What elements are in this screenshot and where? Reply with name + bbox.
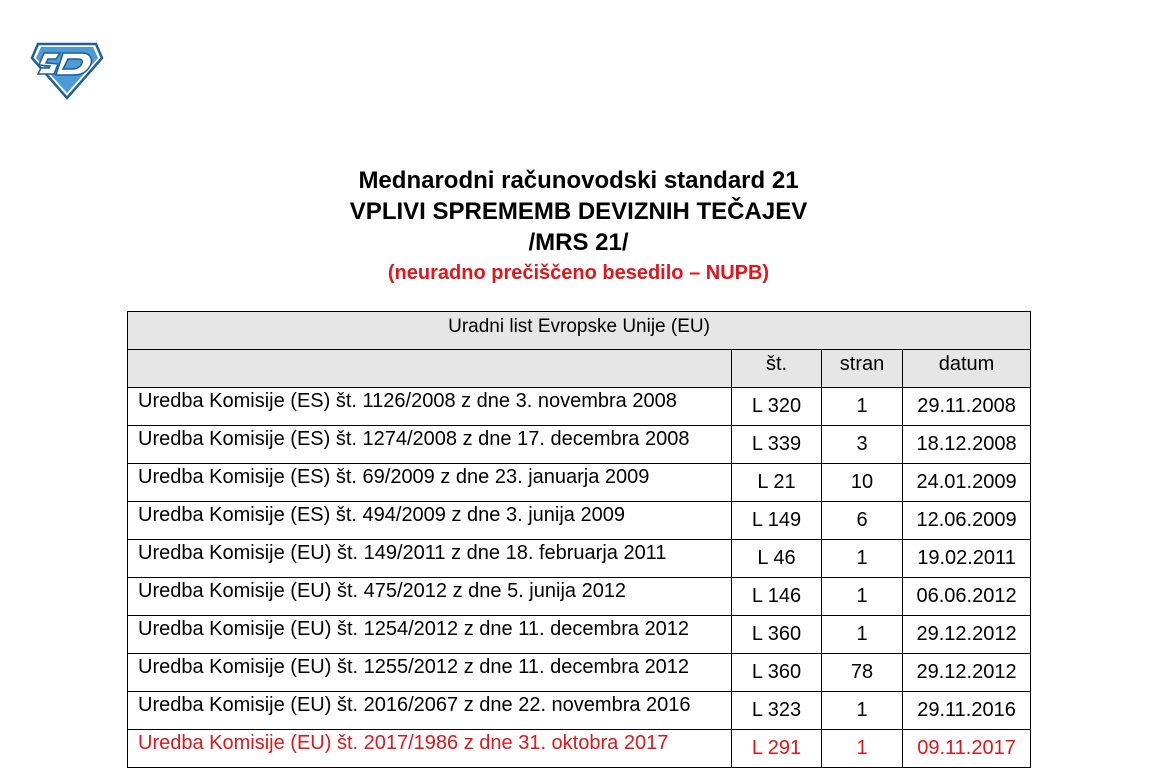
row-description: Uredba Komisije (EU) št. 149/2011 z dne 18. februarja 2011	[128, 540, 732, 578]
row-date: 09.11.2017	[903, 730, 1031, 768]
row-description: Uredba Komisije (EU) št. 1254/2012 z dne 11. decembra 2012	[128, 616, 732, 654]
table-row	[128, 502, 1031, 540]
column-header-page: stran	[822, 350, 903, 388]
table-row	[128, 426, 1031, 464]
row-page: 10	[822, 464, 903, 502]
row-page: 1	[822, 540, 903, 578]
row-page: 1	[822, 616, 903, 654]
row-page: 1	[822, 692, 903, 730]
row-description: Uredba Komisije (EU) št. 2016/2067 z dne 22. novembra 2016	[128, 692, 732, 730]
row-description: Uredba Komisije (ES) št. 1126/2008 z dne 3. novembra 2008	[128, 388, 732, 426]
row-number: L 360	[732, 616, 822, 654]
row-description: Uredba Komisije (EU) št. 475/2012 z dne 5. junija 2012	[128, 578, 732, 616]
row-number: L 360	[732, 654, 822, 692]
row-date: 29.12.2012	[903, 654, 1031, 692]
row-date: 12.06.2009	[903, 502, 1031, 540]
row-number: L 339	[732, 426, 822, 464]
row-number: L 149	[732, 502, 822, 540]
document-title-secondary: VPLIVI SPREMEMB DEVIZNIH TEČAJEV	[349, 198, 808, 225]
row-page: 1	[822, 730, 903, 768]
regulations-table	[127, 311, 1031, 768]
column-header-description	[128, 350, 732, 388]
row-page: 6	[822, 502, 903, 540]
row-date: 18.12.2008	[903, 426, 1031, 464]
row-date: 24.01.2009	[903, 464, 1031, 502]
row-number: L 291	[732, 730, 822, 768]
table-row	[128, 464, 1031, 502]
row-description: Uredba Komisije (ES) št. 494/2009 z dne 3. junija 2009	[128, 502, 732, 540]
table-row	[128, 578, 1031, 616]
row-description: Uredba Komisije (EU) št. 2017/1986 z dne 31. oktobra 2017	[128, 730, 732, 768]
row-page: 1	[822, 388, 903, 426]
row-number: L 21	[732, 464, 822, 502]
row-date: 29.11.2016	[903, 692, 1031, 730]
row-number: L 323	[732, 692, 822, 730]
column-header-number: št.	[732, 350, 822, 388]
table-header-row	[128, 312, 1031, 350]
row-description: Uredba Komisije (EU) št. 1255/2012 z dne 11. decembra 2012	[128, 654, 732, 692]
table-row	[128, 388, 1031, 426]
row-date: 06.06.2012	[903, 578, 1031, 616]
row-number: L 46	[732, 540, 822, 578]
row-date: 29.11.2008	[903, 388, 1031, 426]
row-number: L 320	[732, 388, 822, 426]
table-row	[128, 692, 1031, 730]
row-date: 29.12.2012	[903, 616, 1031, 654]
row-description: Uredba Komisije (ES) št. 1274/2008 z dne 17. decembra 2008	[128, 426, 732, 464]
row-number: L 146	[732, 578, 822, 616]
document-code: /MRS 21/	[528, 229, 629, 256]
table-header: Uradni list Evropske Unije (EU)	[128, 312, 1031, 350]
row-description: Uredba Komisije (ES) št. 69/2009 z dne 23. januarja 2009	[128, 464, 732, 502]
sd-logo	[30, 40, 104, 100]
row-page: 1	[822, 578, 903, 616]
row-date: 19.02.2011	[903, 540, 1031, 578]
table-row-highlighted	[128, 730, 1031, 768]
table-row	[128, 654, 1031, 692]
document-subtitle: (neuradno prečiščeno besedilo – NUPB)	[387, 262, 770, 284]
document-title: Mednarodni računovodski standard 21	[358, 167, 799, 194]
table-row	[128, 540, 1031, 578]
row-page: 78	[822, 654, 903, 692]
column-header-row	[128, 350, 1031, 388]
row-page: 3	[822, 426, 903, 464]
column-header-date: datum	[903, 350, 1031, 388]
table-row	[128, 616, 1031, 654]
